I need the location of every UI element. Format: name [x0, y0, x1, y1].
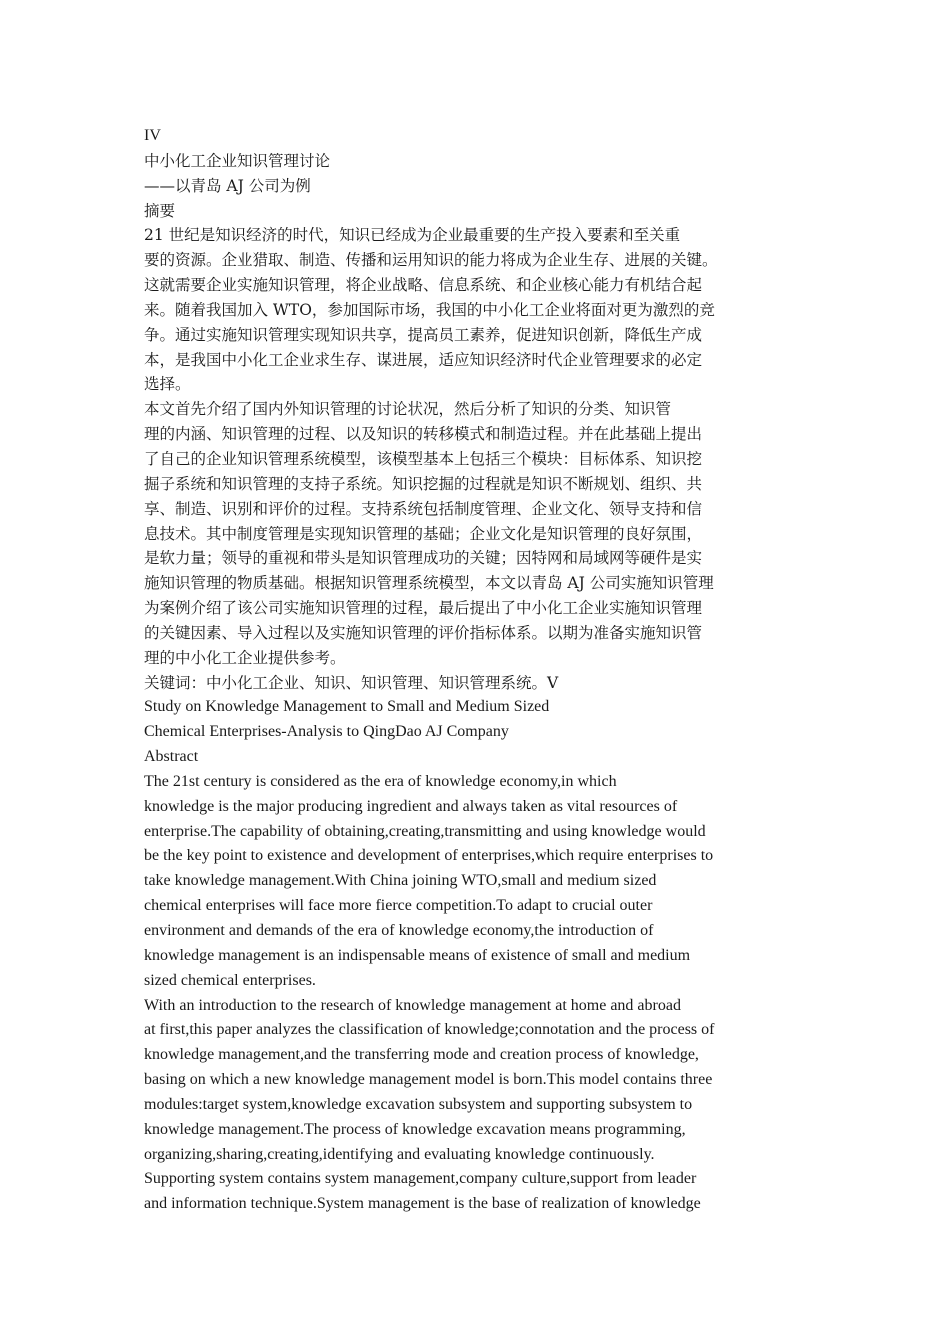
- english-abstract-line: modules:target system,knowledge excavation subsystem and supporting subsystem to: [144, 1095, 693, 1113]
- chinese-abstract-line: 21 世纪是知识经济的时代，知识已经成为企业最重要的生产投入要素和至关重: [144, 226, 681, 245]
- chinese-title: 中小化工企业知识管理讨论: [144, 151, 331, 170]
- english-abstract-line: basing on which a new knowledge management model is born.This model contains three: [144, 1071, 713, 1089]
- chinese-abstract-heading: 摘要: [144, 201, 176, 220]
- chinese-abstract-line: 掘子系统和知识管理的支持子系统。知识挖掘的过程就是知识不断规划、组织、共: [144, 474, 703, 493]
- chinese-keywords: 关键词：中小化工企业、知识、知识管理、知识管理系统。V: [144, 673, 559, 692]
- english-title-line: Study on Knowledge Management to Small and Medium Sized: [144, 698, 550, 716]
- chinese-abstract-line: 施知识管理的物质基础。根据知识管理系统模型，本文以青岛 AJ 公司实施知识管理: [144, 574, 714, 593]
- chinese-abstract-line: 享、制造、识别和评价的过程。支持系统包括制度管理、企业文化、领导支持和信: [144, 499, 703, 518]
- chinese-abstract-line: 的关键因素、导入过程以及实施知识管理的评价指标体系。以期为准备实施知识管: [144, 623, 703, 642]
- english-title-line: Chemical Enterprises-Analysis to QingDao AJ Company: [144, 723, 509, 741]
- page-number-iv: IV: [144, 127, 161, 144]
- english-abstract-line: organizing,sharing,creating,identifying and evaluating knowledge continuously.: [144, 1145, 655, 1163]
- document-body: [144, 124, 784, 1217]
- chinese-abstract-line: 了自己的企业知识管理系统模型，该模型基本上包括三个模块：目标体系、知识挖: [144, 449, 703, 468]
- chinese-abstract-line: 要的资源。企业猎取、制造、传播和运用知识的能力将成为企业生存、进展的关键。: [144, 251, 718, 270]
- chinese-subtitle: ——以青岛 AJ 公司为例: [144, 176, 311, 195]
- chinese-abstract-line: 来。随着我国加入 WTO，参加国际市场，我国的中小化工企业将面对更为激烈的竞: [144, 300, 715, 319]
- english-abstract-line: at first,this paper analyzes the classification of knowledge;connotation and the process of: [144, 1021, 715, 1039]
- english-abstract-line: enterprise.The capability of obtaining,creating,transmitting and using knowledge would: [144, 822, 706, 840]
- english-abstract-line: With an introduction to the research of knowledge management at home and abroad: [144, 996, 681, 1014]
- english-abstract-line: sized chemical enterprises.: [144, 971, 316, 989]
- english-abstract-line: be the key point to existence and development of enterprises,which require enterprises to: [144, 847, 714, 865]
- chinese-abstract-line: 是软力量；领导的重视和带头是知识管理成功的关键；因特网和局域网等硬件是实: [144, 549, 703, 568]
- english-abstract-line: knowledge management.The process of knowledge excavation means programming,: [144, 1120, 686, 1138]
- chinese-abstract-line: 选择。: [144, 375, 191, 394]
- english-abstract-line: take knowledge management.With China joining WTO,small and medium sized: [144, 872, 657, 890]
- english-abstract-line: The 21st century is considered as the era of knowledge economy,in which: [144, 772, 617, 790]
- chinese-abstract-line: 本，是我国中小化工企业求生存、谋进展，适应知识经济时代企业管理要求的必定: [144, 350, 703, 369]
- chinese-abstract-line: 理的内涵、知识管理的过程、以及知识的转移模式和制造过程。并在此基础上提出: [144, 425, 703, 444]
- chinese-abstract-line: 理的中小化工企业提供参考。: [144, 648, 346, 667]
- chinese-abstract-line: 为案例介绍了该公司实施知识管理的过程，最后提出了中小化工企业实施知识管理: [144, 599, 703, 618]
- chinese-abstract-line: 争。通过实施知识管理实现知识共享，提高员工素养，促进知识创新，降低生产成: [144, 325, 703, 344]
- chinese-abstract-line: 这就需要企业实施知识管理，将企业战略、信息系统、和企业核心能力有机结合起: [144, 276, 703, 295]
- english-abstract-heading: Abstract: [144, 748, 199, 766]
- english-abstract-line: Supporting system contains system management,company culture,support from leader: [144, 1170, 697, 1188]
- chinese-abstract-line: 息技术。其中制度管理是实现知识管理的基础；企业文化是知识管理的良好氛围，: [144, 524, 703, 543]
- english-abstract-line: environment and demands of the era of knowledge economy,the introduction of: [144, 922, 654, 939]
- chinese-abstract-line: 本文首先介绍了国内外知识管理的讨论状况，然后分析了知识的分类、知识管: [144, 400, 672, 419]
- english-abstract-line: knowledge management,and the transferring mode and creation process of knowledge,: [144, 1046, 699, 1064]
- english-abstract-line: knowledge is the major producing ingredient and always taken as vital resources of: [144, 797, 678, 815]
- english-abstract-line: knowledge management is an indispensable means of existence of small and medium: [144, 946, 691, 964]
- english-abstract-line: and information technique.System management is the base of realization of knowledge: [144, 1195, 701, 1213]
- english-abstract-line: chemical enterprises will face more fierce competition.To adapt to crucial outer: [144, 897, 653, 915]
